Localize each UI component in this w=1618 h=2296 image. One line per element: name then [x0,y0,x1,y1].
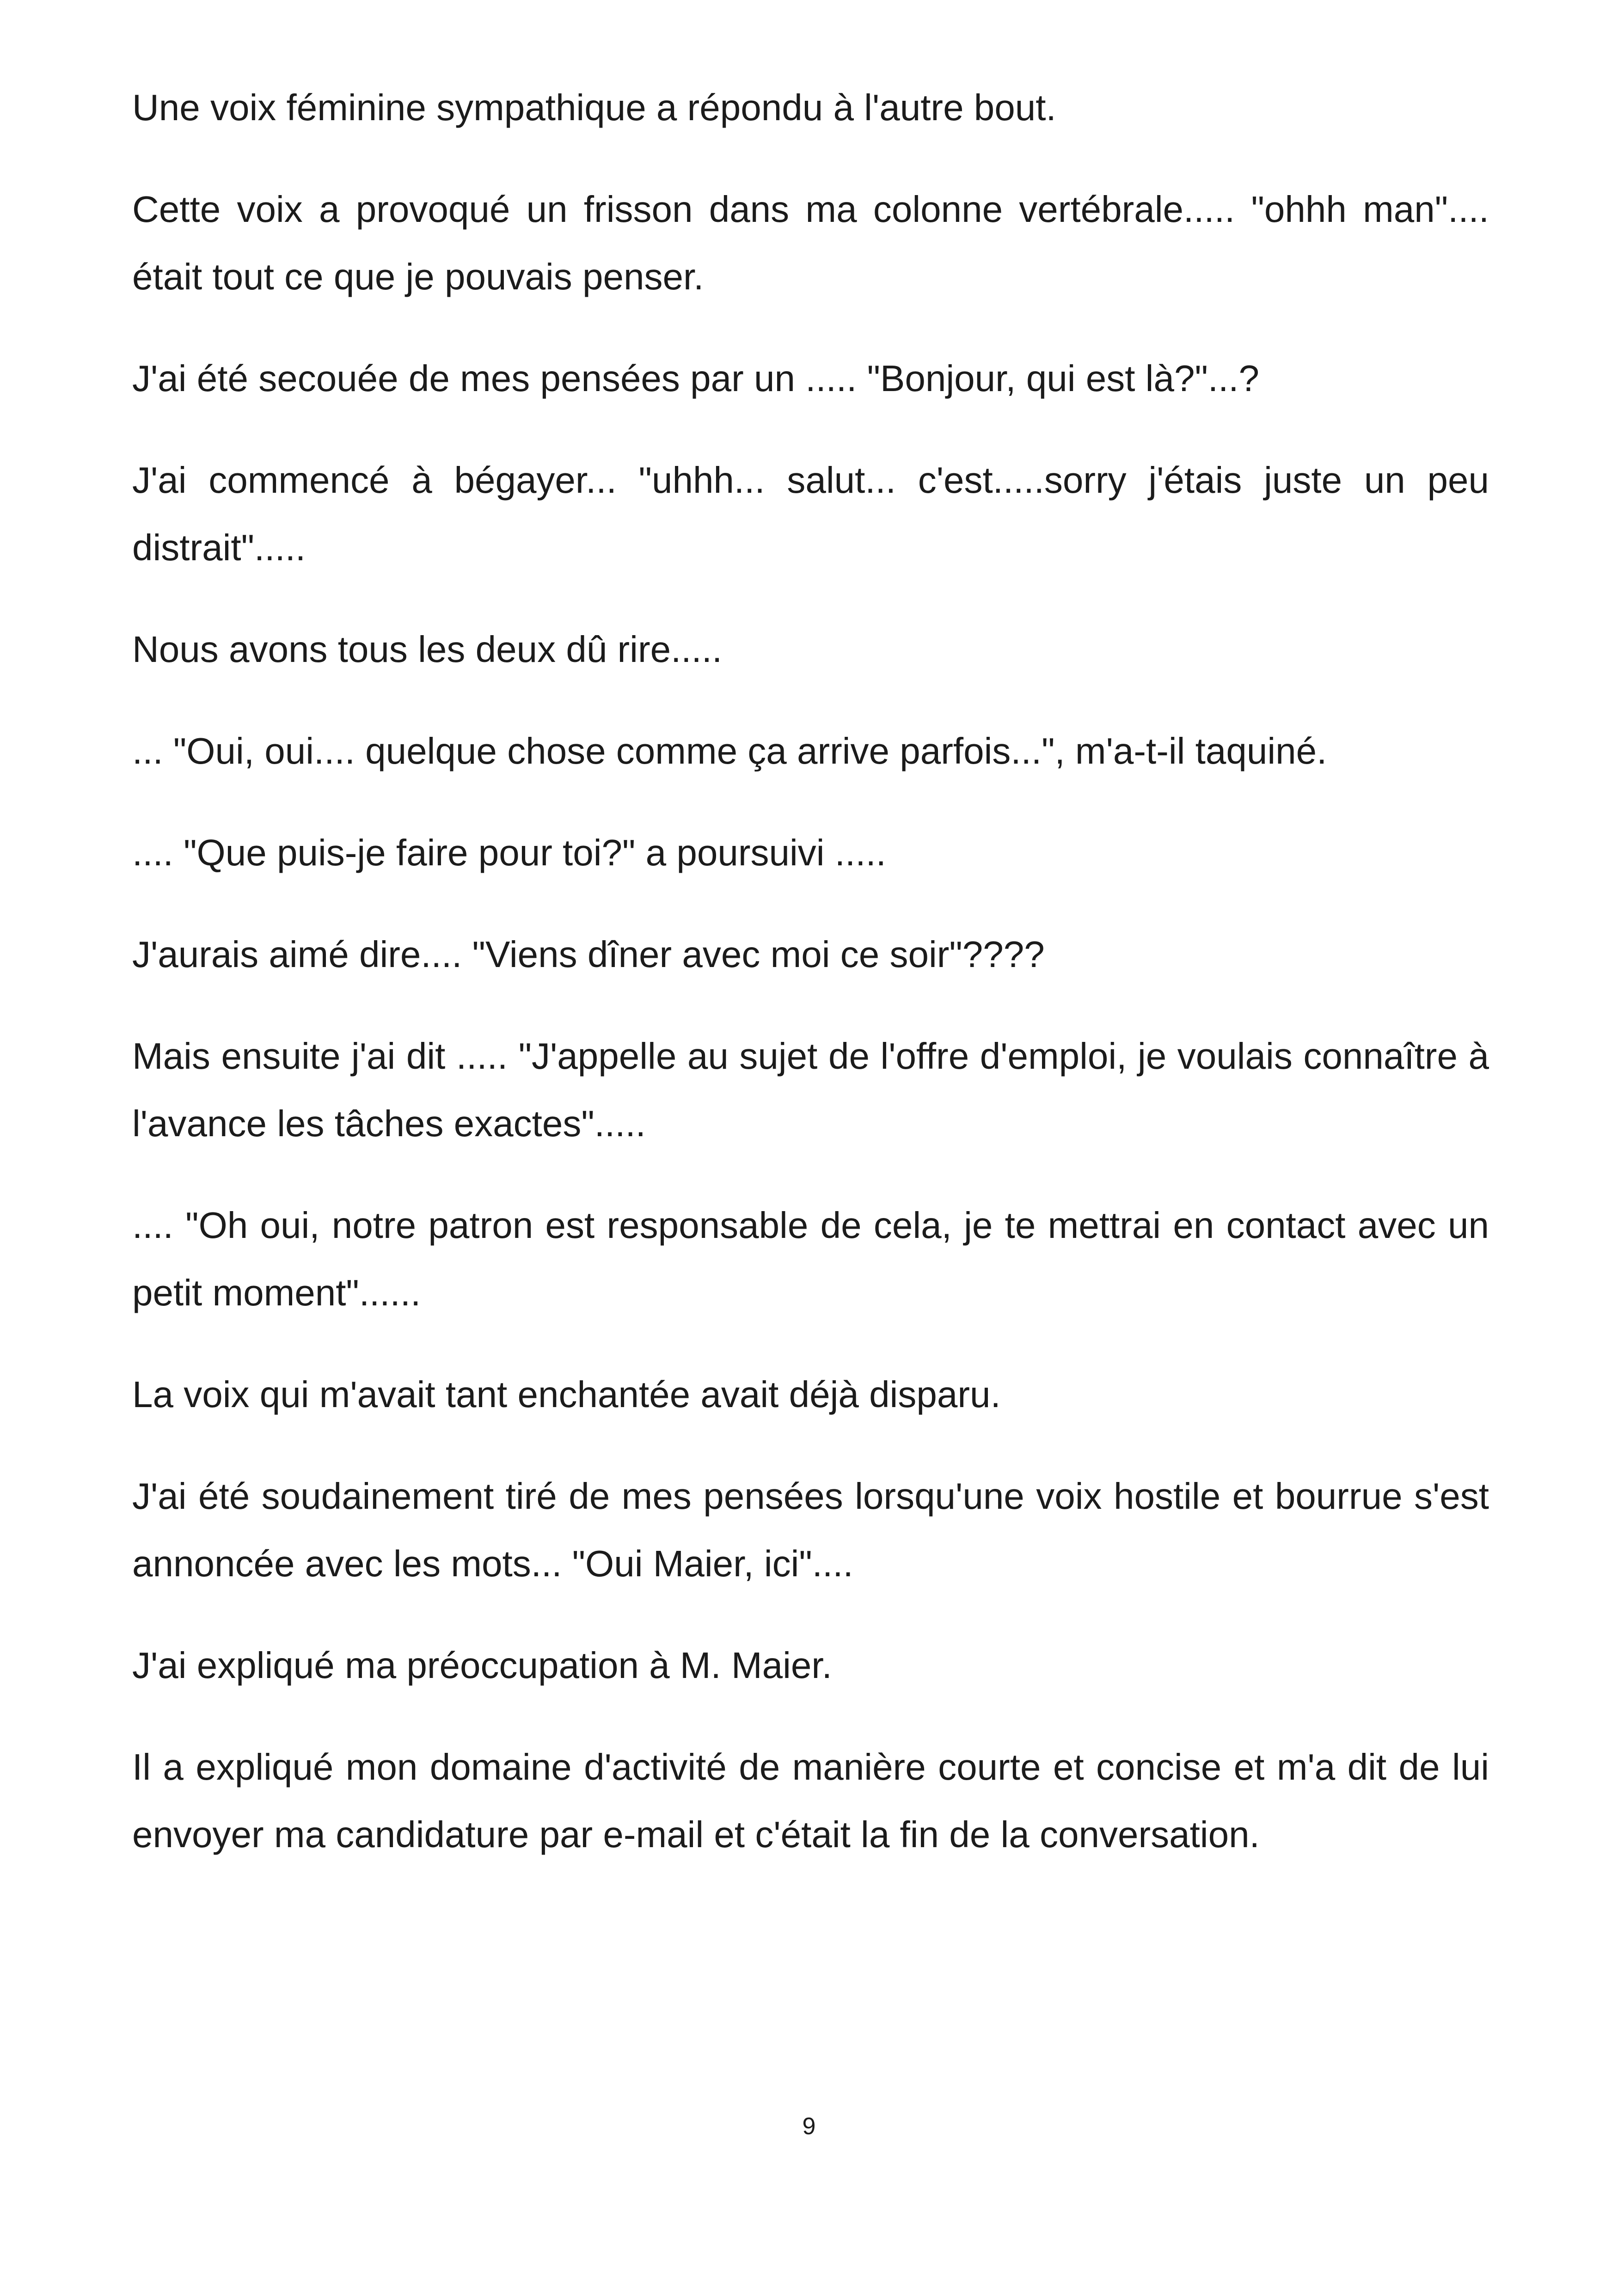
paragraph: Cette voix a provoqué un frisson dans ma colonne vertébrale..... "ohhh man".... était tout ce que je pouvais penser. [132,189,1489,297]
paragraph: .... "Oh oui, notre patron est responsable de cela, je te mettrai en contact avec un petit moment"...... [132,1205,1489,1313]
paragraph: .... "Que puis-je faire pour toi?" a poursuivi ..... [132,832,886,873]
paragraph: ... "Oui, oui.... quelque chose comme ça arrive parfois...", m'a-t-il taquiné. [132,730,1327,771]
paragraph: La voix qui m'avait tant enchantée avait déjà disparu. [132,1374,1001,1415]
paragraph: J'ai été secouée de mes pensées par un ..... "Bonjour, qui est là?"...? [132,358,1260,399]
paragraph: Il a expliqué mon domaine d'activité de manière courte et concise et m'a dit de lui envoyer ma candidature par e-mail et c'était la fin de la conversation. [132,1746,1489,1855]
paragraph: J'ai expliqué ma préoccupation à M. Maier. [132,1645,832,1686]
text-body [132,74,1489,1903]
paragraph: Mais ensuite j'ai dit ..... "J'appelle au sujet de l'offre d'emploi, je voulais connaître à l'avance les tâches exactes"..... [132,1035,1489,1144]
paragraph: J'ai été soudainement tiré de mes pensées lorsqu'une voix hostile et bourrue s'est annoncée avec les mots... "Oui Maier, ici".... [132,1476,1489,1584]
paragraph: J'ai commencé à bégayer... "uhhh... salut... c'est.....sorry j'étais juste un peu distrait"..... [132,459,1489,568]
paragraph: Une voix féminine sympathique a répondu à l'autre bout. [132,87,1056,128]
page-number: 9 [802,2113,816,2140]
paragraph: Nous avons tous les deux dû rire..... [132,629,723,670]
paragraph: J'aurais aimé dire.... "Viens dîner avec moi ce soir"???? [132,934,1045,975]
